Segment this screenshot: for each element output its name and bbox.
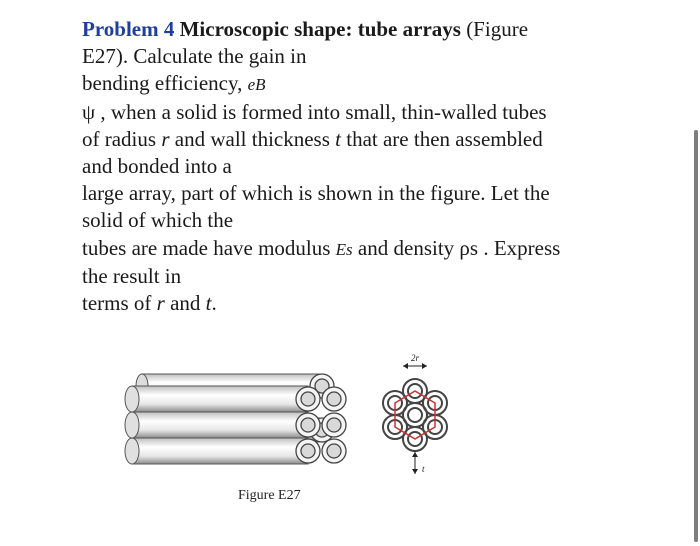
- modulus-symbol: Es: [335, 239, 353, 259]
- dimension-label-2r: 2r: [410, 353, 420, 363]
- text-segment: and wall thickness: [169, 126, 336, 151]
- problem-title: Microscopic shape: tube arrays: [179, 17, 461, 41]
- tube-front-bottom: [125, 438, 308, 464]
- text-segment: that are then assembled: [341, 126, 543, 151]
- cross-section-rings: [383, 379, 447, 451]
- text-segment: bending efficiency,: [82, 71, 248, 96]
- scrollbar[interactable]: [694, 130, 698, 542]
- tube-cross-section: [383, 353, 447, 474]
- problem-line-7: large array, part of which is shown in the figure. Let the: [82, 181, 550, 206]
- dimension-t: [412, 451, 425, 474]
- problem-label: Problem 4: [82, 17, 175, 41]
- efficiency-symbol: eB: [247, 75, 266, 95]
- text-segment: .: [211, 291, 217, 316]
- density-symbol: ρs: [459, 235, 479, 260]
- tube-front-top: [125, 386, 308, 412]
- problem-line-6: and bonded into a: [82, 154, 232, 179]
- text-segment: tubes are made have modulus: [82, 235, 336, 260]
- text-segment: and density: [352, 235, 460, 260]
- text-segment: (Figure: [460, 17, 529, 41]
- radius-var: r: [161, 126, 170, 151]
- tube-front-middle: [125, 412, 308, 438]
- figure-caption: Figure E27: [238, 488, 301, 503]
- text-segment: . Express: [478, 235, 561, 260]
- dimension-2r: [403, 353, 427, 369]
- text-segment: terms of: [82, 291, 157, 316]
- psi-symbol: ψ: [82, 99, 96, 124]
- thickness-var: t: [335, 126, 341, 151]
- text-segment: and: [164, 291, 206, 316]
- text-segment: , when a solid is formed into small, thin-walled tubes: [100, 99, 547, 124]
- problem-line-2: E27). Calculate the gain in: [82, 44, 307, 69]
- tube-end-rings: [296, 374, 346, 463]
- tube-bundle-perspective: [125, 374, 346, 464]
- thickness-var: t: [205, 291, 212, 316]
- text-segment: of radius: [82, 126, 162, 151]
- dimension-label-t: t: [422, 464, 425, 474]
- problem-line-8: solid of which the: [82, 208, 234, 233]
- problem-line-10: the result in: [82, 263, 182, 288]
- radius-var: r: [156, 291, 165, 316]
